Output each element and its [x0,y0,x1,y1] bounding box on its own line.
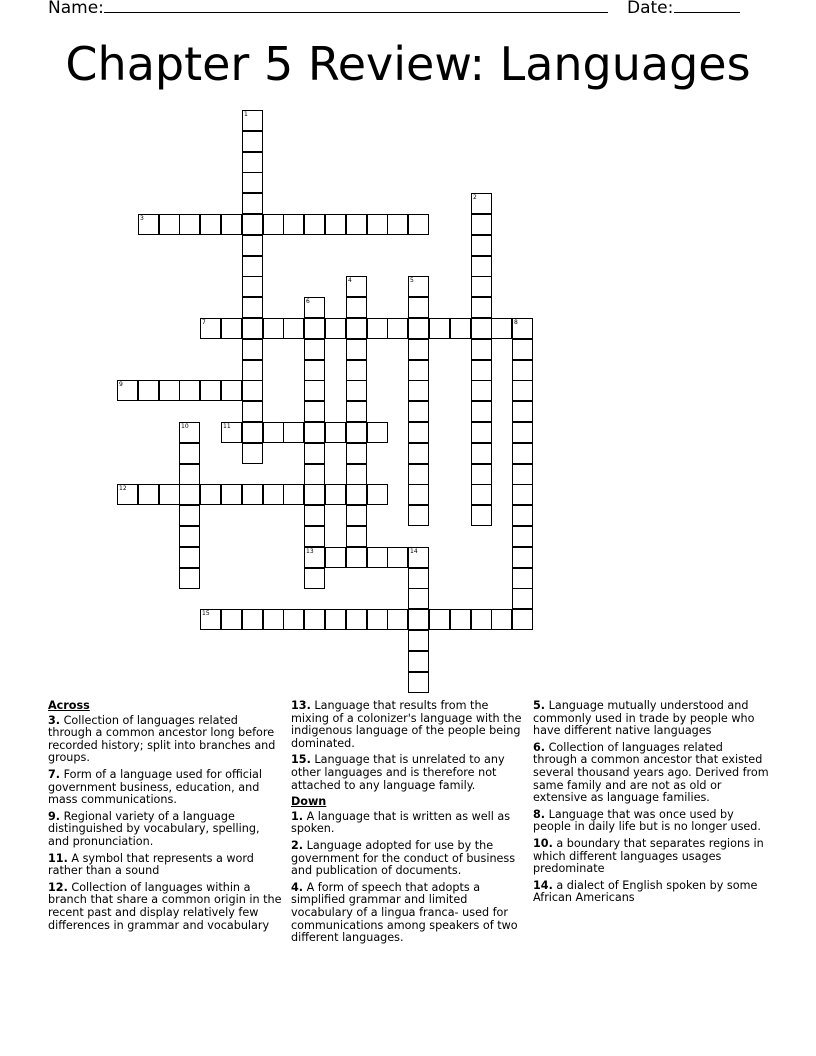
clue-number: 11. [48,851,68,865]
clue-number: 10. [533,836,553,850]
crossword-cell[interactable] [512,547,533,568]
crossword-cell[interactable] [471,609,492,630]
crossword-cell[interactable] [429,318,450,339]
crossword-cell[interactable] [512,380,533,401]
crossword-cell[interactable] [387,609,408,630]
crossword-cell[interactable] [471,484,492,505]
crossword-cell[interactable] [346,547,367,568]
crossword-cell[interactable] [408,672,429,693]
crossword-cell[interactable] [221,484,242,505]
crossword-cell[interactable] [179,526,200,547]
crossword-cell[interactable] [471,360,492,381]
clue-item [48,811,284,849]
crossword-cell[interactable] [387,214,408,235]
cell-number: 4 [348,277,352,284]
crossword-cell[interactable] [221,380,242,401]
crossword-cell[interactable] [263,318,284,339]
crossword-cell[interactable] [179,422,200,443]
crossword-cell[interactable] [346,214,367,235]
clue-text: Collection of languages related through a common ancestor that existed several thousand years ago. Derived from same family and are not as old or extensive as language families. [533,740,769,805]
crossword-cell[interactable] [408,318,429,339]
crossword-cell[interactable] [408,568,429,589]
crossword-cell[interactable] [242,380,263,401]
clue-item [291,882,527,945]
crossword-cell[interactable] [471,256,492,277]
crossword-cell[interactable] [263,214,284,235]
crossword-cell[interactable] [512,609,533,630]
crossword-cell[interactable] [471,401,492,422]
crossword-cell[interactable] [304,568,325,589]
crossword-cell[interactable] [408,401,429,422]
clue-number: 13. [291,699,311,712]
crossword-cell[interactable] [179,214,200,235]
crossword-cell[interactable] [242,360,263,381]
crossword-cell[interactable] [242,276,263,297]
crossword-cell[interactable] [304,318,325,339]
across-clue-list-continued [291,700,527,792]
crossword-cell[interactable] [491,609,512,630]
crossword-cell[interactable] [304,443,325,464]
crossword-cell[interactable] [159,484,180,505]
cell-number: 8 [514,319,518,326]
crossword-cell[interactable] [304,505,325,526]
crossword-cell[interactable] [408,276,429,297]
clue-text: Regional variety of a language distinguished by vocabulary, spelling, and pronunciation. [48,809,260,848]
crossword-cell[interactable] [304,609,325,630]
crossword-cell[interactable] [325,547,346,568]
cell-number: 2 [473,194,477,201]
crossword-cell[interactable] [408,214,429,235]
crossword-cell[interactable] [408,609,429,630]
crossword-cell[interactable] [242,443,263,464]
clue-number: 8. [533,807,546,821]
clue-item [533,838,769,876]
clue-item [533,809,769,834]
clue-text: Collection of languages related through a common ancestor long before recorded history; split into branches and groups. [48,713,276,765]
crossword-cell[interactable] [242,339,263,360]
crossword-cell[interactable] [387,318,408,339]
clue-text: Form of a language used for official government business, education, and mass communications. [48,767,263,807]
crossword-cell[interactable] [387,547,408,568]
crossword-cell[interactable] [304,339,325,360]
clue-column-2 [291,700,527,949]
cell-number: 7 [202,319,206,326]
crossword-cell[interactable] [471,235,492,256]
crossword-cell[interactable] [179,568,200,589]
crossword-cell[interactable] [367,547,388,568]
crossword-cell[interactable] [179,547,200,568]
crossword-cell[interactable] [304,297,325,318]
crossword-cell[interactable] [346,464,367,485]
clue-text: A symbol that represents a word rather than a sound [48,851,254,878]
crossword-cell[interactable] [263,484,284,505]
clue-number: 14. [533,878,553,892]
clue-text: Language that is unrelated to any other languages and is therefore not attached to any language family. [291,753,505,792]
clue-text: Language adopted for use by the government for the conduct of business and publication of documents. [291,838,516,878]
crossword-cell[interactable] [346,318,367,339]
crossword-cell[interactable] [304,360,325,381]
crossword-cell[interactable] [512,464,533,485]
clue-number: 12. [48,880,68,894]
cell-number: 15 [202,610,210,617]
crossword-cell[interactable] [221,609,242,630]
cell-number: 10 [181,423,189,430]
crossword-cell[interactable] [346,443,367,464]
clue-item [533,742,769,805]
crossword-cell[interactable] [304,380,325,401]
crossword-cell[interactable] [346,297,367,318]
down-clue-list-continued [533,700,769,905]
clue-text: A language that is written as well as spoken. [291,809,511,836]
clue-text: A form of speech that adopts a simplified grammar and limited vocabulary of a lingua franca- used for communications among speakers of two different languages. [291,880,518,945]
crossword-cell[interactable] [283,318,304,339]
clue-text: Language that results from the mixing of a colonizer's language with the indigenous language of the people being dominated. [291,699,522,750]
crossword-cell[interactable] [512,526,533,547]
crossword-cell[interactable] [138,484,159,505]
clue-item [291,700,527,750]
crossword-cell[interactable] [512,443,533,464]
clue-number: 2. [291,838,304,852]
crossword-cell[interactable] [346,380,367,401]
crossword-cell[interactable] [117,484,138,505]
clue-column-1 [48,700,284,936]
crossword-cell[interactable] [512,568,533,589]
crossword-cell[interactable] [179,484,200,505]
crossword-cell[interactable] [159,380,180,401]
crossword-cell[interactable] [471,380,492,401]
cell-number: 11 [223,423,231,430]
crossword-cell[interactable] [408,547,429,568]
crossword-cell[interactable] [179,380,200,401]
crossword-cell[interactable] [346,401,367,422]
clue-number: 5. [533,699,546,712]
clue-number: 15. [291,753,311,767]
crossword-cell[interactable] [450,609,471,630]
cell-number: 3 [140,215,144,222]
crossword-cell[interactable] [471,318,492,339]
crossword-cell[interactable] [367,422,388,443]
date-field[interactable] [674,12,740,13]
crossword-cell[interactable] [138,380,159,401]
cell-number: 12 [119,485,127,492]
crossword-cell[interactable] [304,464,325,485]
date-label: Date: [627,0,674,18]
crossword-cell[interactable] [283,484,304,505]
name-field[interactable] [104,12,608,13]
crossword-cell[interactable] [242,318,263,339]
crossword-cell[interactable] [325,609,346,630]
header-line [0,0,816,19]
crossword-cell[interactable] [491,318,512,339]
crossword-cell[interactable] [346,276,367,297]
across-clue-list [48,715,284,933]
crossword-cell[interactable] [408,443,429,464]
crossword-cell[interactable] [408,464,429,485]
page-title: Chapter 5 Review: Languages [65,37,751,91]
crossword-cell[interactable] [242,172,263,193]
crossword-cell[interactable] [221,318,242,339]
crossword-cell[interactable] [263,422,284,443]
crossword-cell[interactable] [242,422,263,443]
crossword-cell[interactable] [346,609,367,630]
crossword-cell[interactable] [242,214,263,235]
crossword-cell[interactable] [200,380,221,401]
cell-number: 9 [119,381,123,388]
crossword-cell[interactable] [179,464,200,485]
crossword-cell[interactable] [367,318,388,339]
crossword-cell[interactable] [471,443,492,464]
crossword-cell[interactable] [179,443,200,464]
crossword-cell[interactable] [346,526,367,547]
clue-column-3 [533,700,769,909]
clue-item [48,882,284,932]
clue-text: a boundary that separates regions in which different languages usages predominate [533,836,764,876]
crossword-cell[interactable] [138,214,159,235]
clue-number: 6. [533,740,546,754]
crossword-cell[interactable] [325,422,346,443]
crossword-cell[interactable] [221,214,242,235]
clue-text: Collection of languages within a branch that share a common origin in the recent past and display relatively few differences in grammar and vocabulary [48,880,282,932]
clue-item [533,880,769,905]
crossword-cell[interactable] [242,110,263,131]
crossword-cell[interactable] [179,505,200,526]
clue-item [291,840,527,878]
crossword-cell[interactable] [346,505,367,526]
crossword-cell[interactable] [304,214,325,235]
clue-item [291,754,527,792]
crossword-cell[interactable] [408,339,429,360]
crossword-cell[interactable] [242,609,263,630]
crossword-cell[interactable] [242,484,263,505]
crossword-cell[interactable] [283,609,304,630]
crossword-cell[interactable] [408,484,429,505]
clue-item [291,811,527,836]
clue-number: 4. [291,880,304,894]
crossword-cell[interactable] [346,360,367,381]
crossword-cell[interactable] [471,505,492,526]
crossword-cell[interactable] [408,651,429,672]
crossword-cell[interactable] [242,131,263,152]
crossword-cell[interactable] [325,214,346,235]
crossword-cell[interactable] [408,360,429,381]
crossword-cell[interactable] [242,297,263,318]
clue-item [48,715,284,765]
crossword-cell[interactable] [471,297,492,318]
down-heading: Down [291,795,327,809]
crossword-cell[interactable] [346,422,367,443]
crossword-cell[interactable] [200,484,221,505]
cell-number: 14 [410,548,418,555]
cell-number: 6 [306,298,310,305]
crossword-cell[interactable] [242,152,263,173]
down-clue-list [291,811,527,945]
crossword-cell[interactable] [471,214,492,235]
crossword-cell[interactable] [263,609,284,630]
crossword-cell[interactable] [346,484,367,505]
crossword-cell[interactable] [408,630,429,651]
crossword-cell[interactable] [346,339,367,360]
clue-text: a dialect of English spoken by some African Americans [533,878,758,905]
clue-number: 9. [48,809,61,823]
crossword-cell[interactable] [367,214,388,235]
crossword-cell[interactable] [512,339,533,360]
crossword-cell[interactable] [159,214,180,235]
crossword-cell[interactable] [283,422,304,443]
crossword-cell[interactable] [512,360,533,381]
clue-number: 1. [291,809,304,823]
crossword-cell[interactable] [512,401,533,422]
crossword-cell[interactable] [429,609,450,630]
crossword-cell[interactable] [512,422,533,443]
crossword-cell[interactable] [242,193,263,214]
clue-number: 3. [48,713,61,727]
across-heading: Across [48,699,90,712]
clue-item [533,700,769,738]
cell-number: 5 [410,277,414,284]
crossword-cell[interactable] [304,526,325,547]
crossword-cell[interactable] [325,484,346,505]
crossword-cell[interactable] [221,422,242,443]
crossword-cell[interactable] [304,547,325,568]
crossword-cell[interactable] [512,318,533,339]
crossword-cell[interactable] [408,588,429,609]
clue-text: Language that was once used by people in daily life but is no longer used. [533,807,761,834]
crossword-cell[interactable] [471,422,492,443]
crossword-cell[interactable] [242,401,263,422]
crossword-cell[interactable] [408,505,429,526]
name-label: Name: [48,0,104,18]
crossword-cell[interactable] [325,318,346,339]
clue-item [48,769,284,807]
crossword-cell[interactable] [304,422,325,443]
crossword-cell[interactable] [117,380,138,401]
crossword-cell[interactable] [200,318,221,339]
crossword-cell[interactable] [304,484,325,505]
crossword-cell[interactable] [408,380,429,401]
crossword-cell[interactable] [200,214,221,235]
crossword-cell[interactable] [471,193,492,214]
clue-number: 7. [48,767,61,781]
crossword-cell[interactable] [512,588,533,609]
crossword-cell[interactable] [450,318,471,339]
crossword-cell[interactable] [408,297,429,318]
crossword-cell[interactable] [471,339,492,360]
crossword-cell[interactable] [512,505,533,526]
crossword-cell[interactable] [304,401,325,422]
crossword-cell[interactable] [242,235,263,256]
clue-item [48,853,284,878]
crossword-cell[interactable] [471,276,492,297]
crossword-cell[interactable] [408,422,429,443]
crossword-cell[interactable] [367,609,388,630]
crossword-cell[interactable] [512,484,533,505]
cell-number: 1 [244,111,248,118]
crossword-cell[interactable] [367,484,388,505]
crossword-cell[interactable] [200,609,221,630]
crossword-cell[interactable] [242,256,263,277]
crossword-cell[interactable] [283,214,304,235]
cell-number: 13 [306,548,314,555]
crossword-cell[interactable] [471,464,492,485]
clue-text: Language mutually understood and commonly used in trade by people who have different native languages [533,699,755,738]
